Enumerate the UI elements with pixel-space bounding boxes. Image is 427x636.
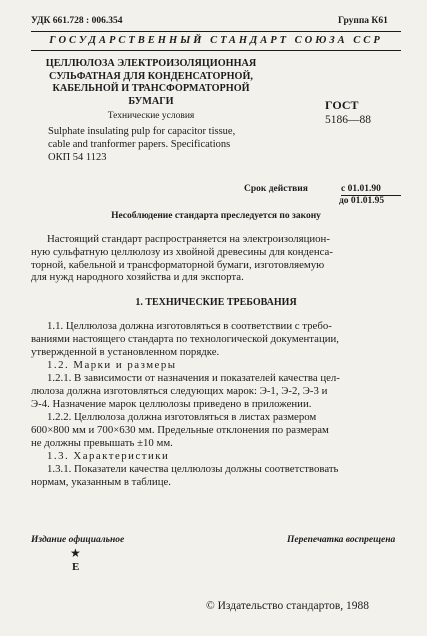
title-line: ЦЕЛЛЮЛОЗА ЭЛЕКТРОИЗОЛЯЦИОННАЯ — [45, 58, 257, 69]
intro-line: ную сульфатную целлюлозу из хвойной древесины для конденса- — [31, 245, 333, 258]
clause-1-1 — [31, 320, 339, 358]
udk-code: УДК 661.728 : 006.354 — [31, 16, 123, 26]
clause-line: не должны превышать ±10 мм. — [31, 436, 173, 449]
gost-number: 5186—88 — [325, 114, 371, 126]
subtitle: Технические условия — [107, 111, 195, 121]
copyright: © Издательство стандартов, 1988 — [206, 600, 370, 612]
document-title — [31, 58, 271, 108]
state-standard-banner: ГОСУДАРСТВЕННЫЙ СТАНДАРТ СОЮЗА ССР — [49, 35, 383, 46]
clause-line: нормам, указанным в таблице. — [31, 475, 171, 488]
clause-line: 1.3.1. Показатели качества целлюлозы должны соответствовать — [47, 463, 339, 475]
clause-1-2-1 — [31, 372, 340, 410]
clause-line: 1.2.2. Целлюлоза должна изготовляться в листах размером — [47, 411, 317, 423]
clause-1-2-heading: 1.2. Марки и размеры — [47, 359, 177, 371]
title-line: СУЛЬФАТНАЯ ДЛЯ КОНДЕНСАТОРНОЙ, — [49, 70, 253, 82]
reprint-prohibited: Перепечатка воспрещена — [287, 535, 396, 545]
clause-line: утвержденной в установленном порядке. — [31, 345, 220, 358]
validity-to: до 01.01.95 — [339, 196, 385, 206]
english-title — [48, 126, 235, 151]
gost-label: ГОСТ — [325, 98, 359, 112]
validity-label: Срок действия — [244, 184, 308, 194]
official-edition: Издание официальное — [31, 535, 125, 545]
intro-line: Настоящий стандарт распространяется на электроизоляцион- — [47, 233, 330, 245]
top-rule — [31, 31, 401, 32]
clause-line: 1.1. Целлюлоза должна изготовляться в соответствии с требо- — [47, 320, 332, 332]
edition-letter: Е — [72, 561, 80, 573]
clause-1-3-heading: 1.3. Характеристики — [47, 450, 170, 462]
intro-paragraph — [31, 233, 333, 284]
intro-line: торной, кабельной и трансформаторной бумаги, изготовляемую — [31, 258, 325, 271]
clause-line: 1.2.1. В зависимости от назначения и показателей качества цел- — [47, 372, 340, 384]
title-line: КАБЕЛЬНОЙ И ТРАНСФОРМАТОРНОЙ — [52, 83, 250, 94]
clause-1-3-1 — [31, 463, 338, 489]
banner-rule — [31, 50, 401, 51]
section-1-heading: 1. ТЕХНИЧЕСКИЕ ТРЕБОВАНИЯ — [135, 297, 297, 308]
clause-line: 600×800 мм и 700×630 мм. Предельные отклонения по размерам — [31, 423, 329, 436]
validity-from: с 01.01.90 — [341, 184, 381, 194]
clause-line: Э-4. Назначение марок целлюлозы приведено в приложении. — [31, 397, 312, 410]
group-code: Группа К61 — [338, 16, 388, 26]
english-line: cable and tranformer papers. Specifications — [48, 138, 231, 150]
clause-line: люлоза должна изготовляться следующих марок: Э-1, Э-2, Э-3 и — [31, 384, 328, 397]
title-line: БУМАГИ — [128, 95, 174, 107]
clause-line: ваниями настоящего стандарта по технологической документации, — [31, 332, 339, 345]
okp-code: ОКП 54 1123 — [48, 152, 107, 163]
english-line: Sulphate insulating pulp for capacitor tissue, — [48, 126, 236, 137]
star-icon: ★ — [70, 546, 81, 560]
intro-line: для нужд народного хозяйства и для экспорта. — [31, 271, 244, 284]
clause-1-2-2 — [31, 411, 329, 449]
legal-notice: Несоблюдение стандарта преследуется по закону — [111, 211, 321, 221]
